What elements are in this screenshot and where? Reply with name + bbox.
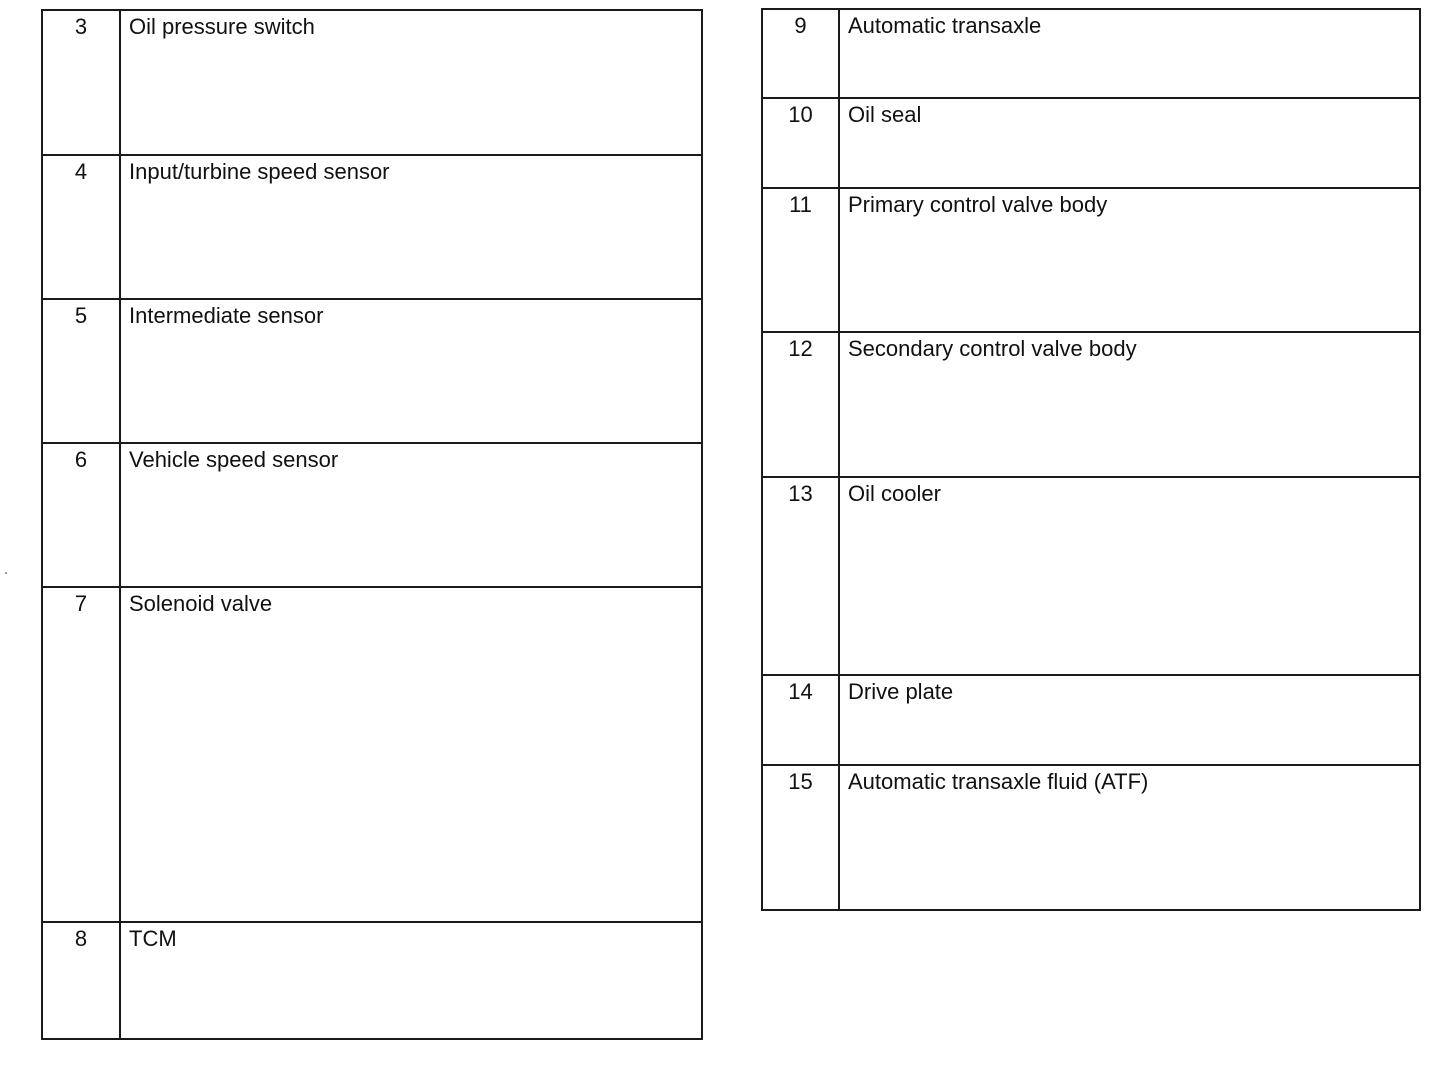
item-description: Oil cooler <box>839 477 1420 675</box>
item-number: 9 <box>762 9 839 98</box>
item-description: Input/turbine speed sensor <box>120 155 702 299</box>
table-row <box>42 922 702 1039</box>
table-row <box>762 477 1420 675</box>
table-row <box>42 155 702 299</box>
item-number: 12 <box>762 332 839 477</box>
item-number: 11 <box>762 188 839 332</box>
item-description: Secondary control valve body <box>839 332 1420 477</box>
parts-legend-table-right <box>761 8 1421 911</box>
item-description: Primary control valve body <box>839 188 1420 332</box>
table-row <box>42 443 702 587</box>
item-number: 6 <box>42 443 120 587</box>
table-row <box>762 332 1420 477</box>
item-description: Drive plate <box>839 675 1420 765</box>
table-row <box>42 587 702 922</box>
table-row <box>762 188 1420 332</box>
item-number: 14 <box>762 675 839 765</box>
table-row <box>762 675 1420 765</box>
table-row <box>762 98 1420 188</box>
item-number: 8 <box>42 922 120 1039</box>
table-row <box>42 10 702 155</box>
item-description: Solenoid valve <box>120 587 702 922</box>
table-row <box>42 299 702 443</box>
item-description: Vehicle speed sensor <box>120 443 702 587</box>
item-number: 5 <box>42 299 120 443</box>
table-row <box>762 765 1420 910</box>
table-row <box>762 9 1420 98</box>
item-description: Oil pressure switch <box>120 10 702 155</box>
item-number: 13 <box>762 477 839 675</box>
item-description: Automatic transaxle fluid (ATF) <box>839 765 1420 910</box>
item-number: 10 <box>762 98 839 188</box>
item-description: TCM <box>120 922 702 1039</box>
item-description: Oil seal <box>839 98 1420 188</box>
item-description: Intermediate sensor <box>120 299 702 443</box>
item-number: 3 <box>42 10 120 155</box>
item-number: 7 <box>42 587 120 922</box>
item-number: 4 <box>42 155 120 299</box>
item-description: Automatic transaxle <box>839 9 1420 98</box>
parts-legend-table-left <box>41 9 703 1040</box>
item-number: 15 <box>762 765 839 910</box>
scan-speck <box>5 572 7 574</box>
